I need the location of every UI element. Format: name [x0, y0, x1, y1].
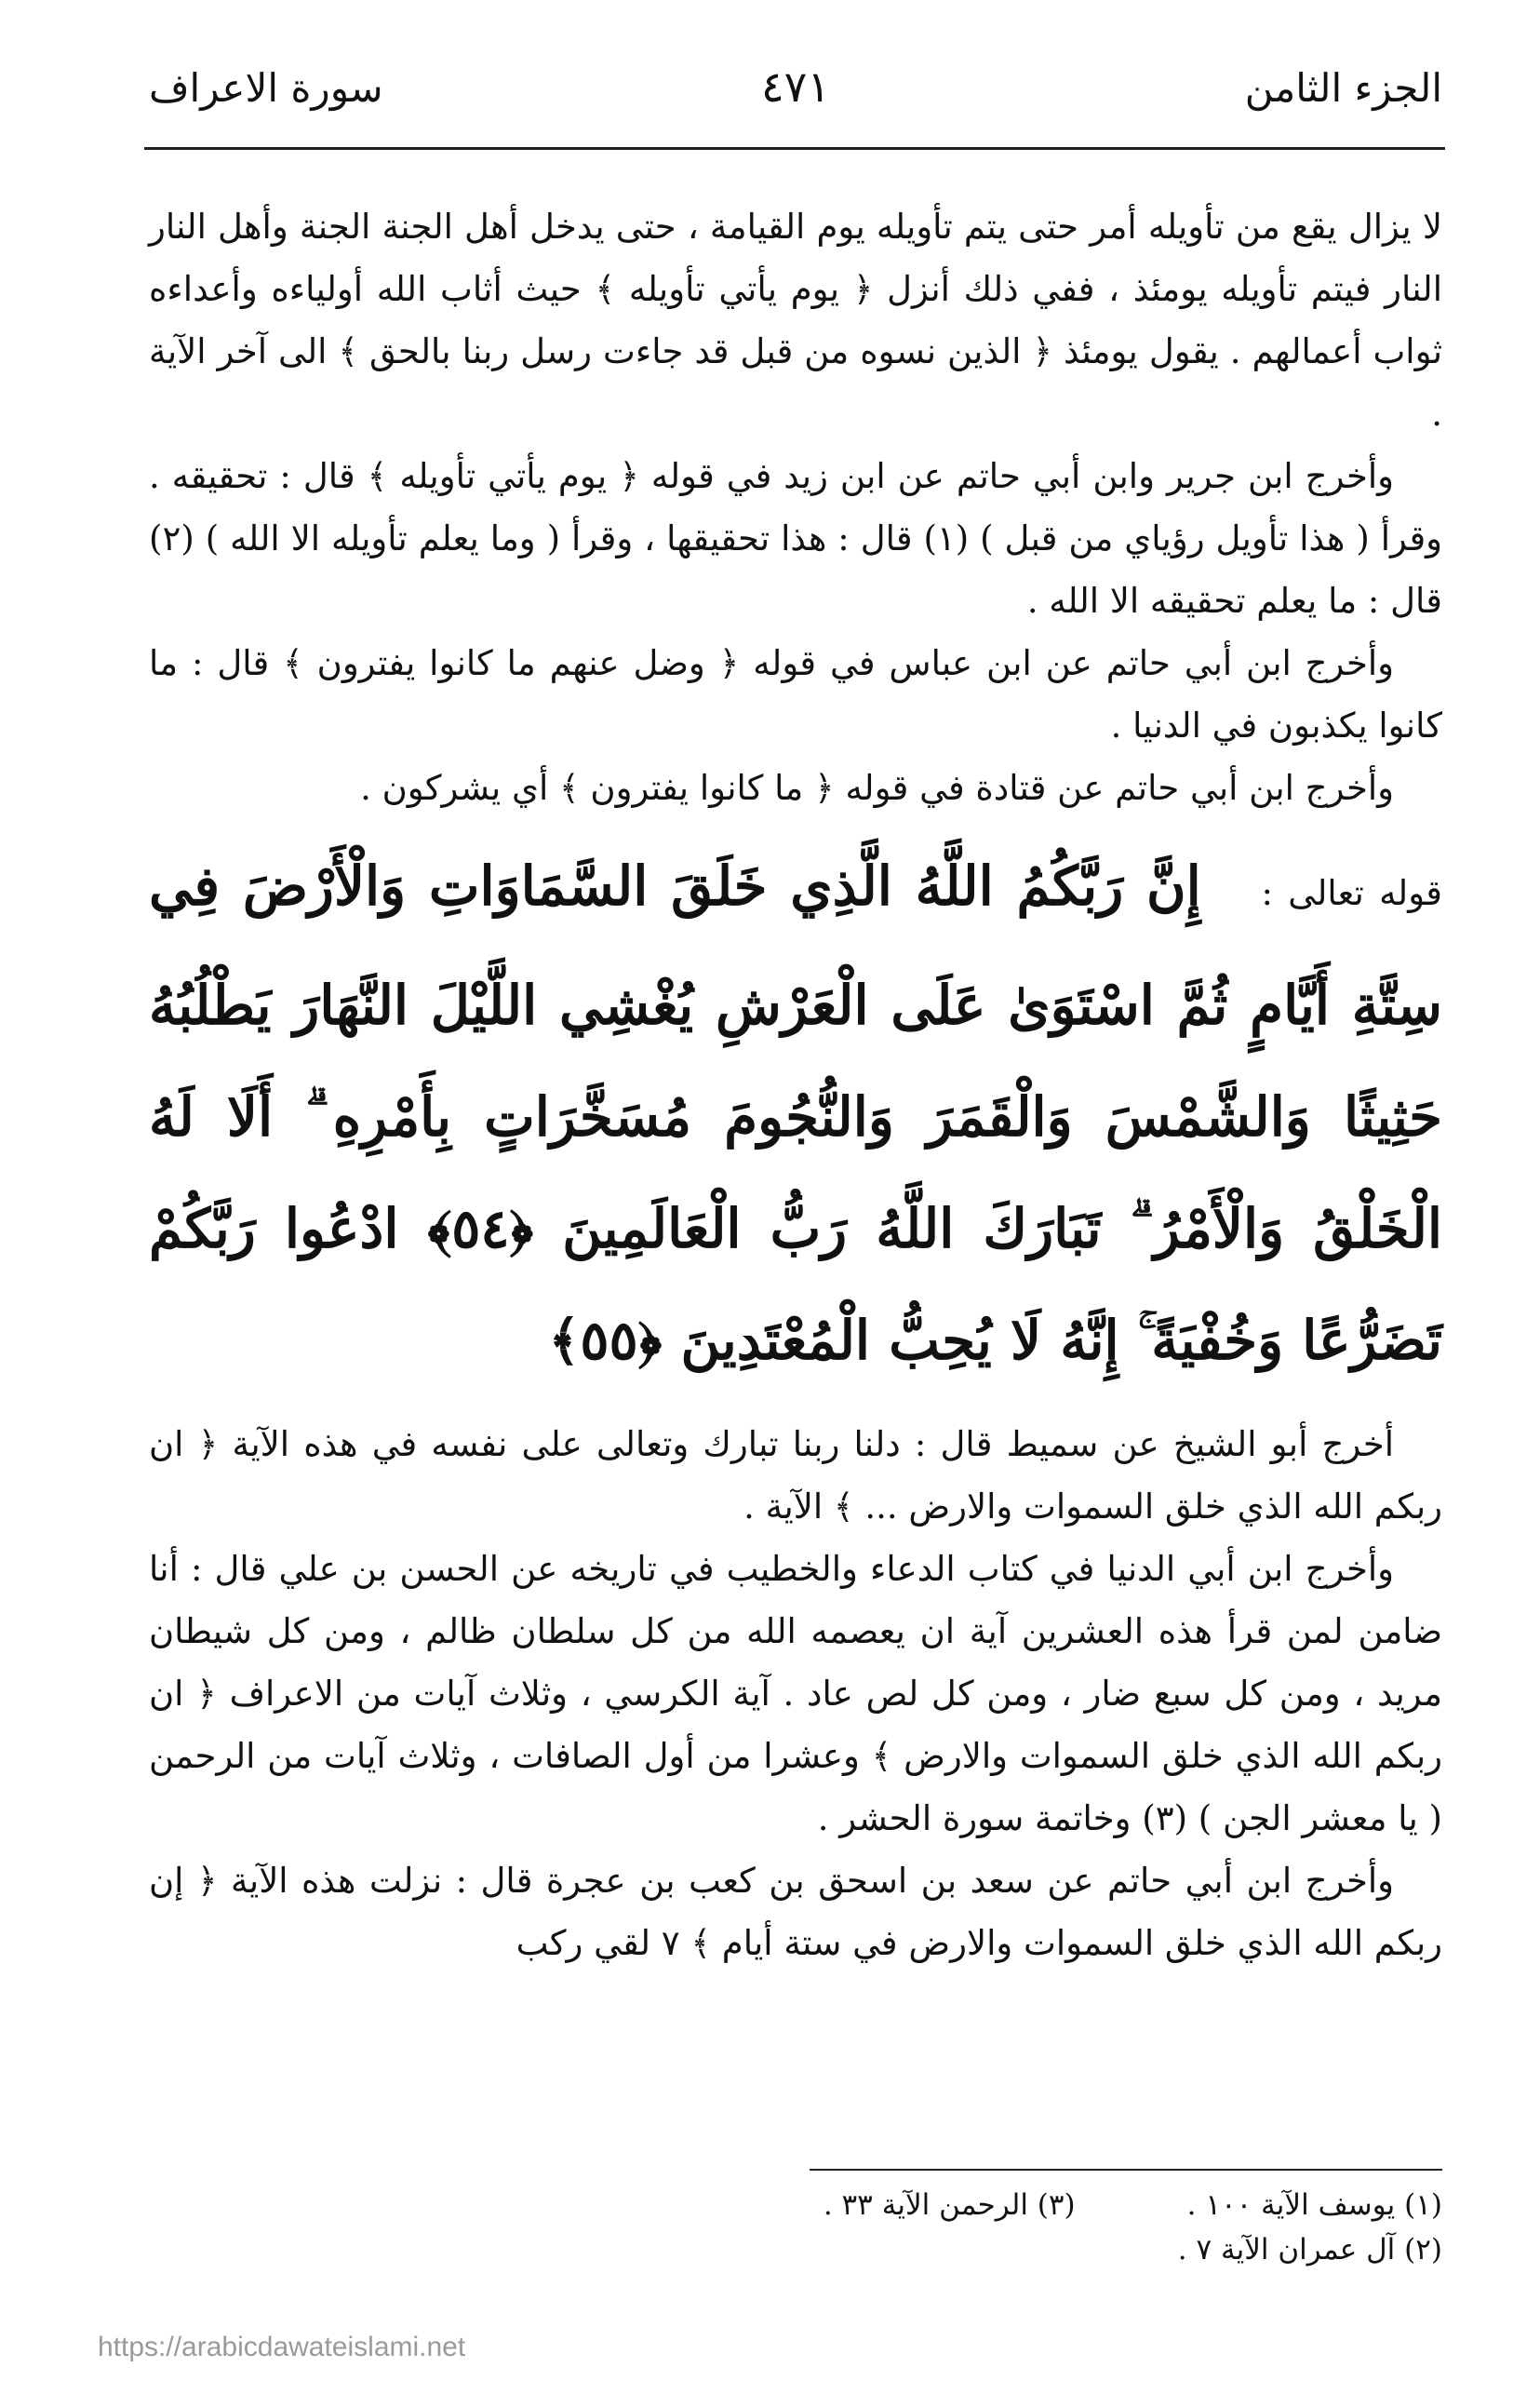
- paragraph-6: وأخرج ابن أبي الدنيا في كتاب الدعاء والخطيب في تاريخه عن الحسن بن علي قال : أنا ضامن لمن قرأ هذه العشرين آية ان يعصمه الله من كل سلطان ظالم ، ومن كل شيطان مريد ، ومن كل سبع ضار ، ومن كل لص عاد . آية الكرسي ، وثلاث آيات من الاعراف ﴿ ان ربكم الله الذي خلق السموات والارض ﴾ وعشرا من أول الصافات ، وثلاث آيات من الرحمن ( يا معشر الجن ) (٣) وخاتمة سورة الحشر .: [149, 1549, 1442, 1838]
- quran-verse: إِنَّ رَبَّكُمُ اللَّهُ الَّذِي خَلَقَ السَّمَاوَاتِ وَالْأَرْضَ فِي سِتَّةِ أَيَّامٍ ثُمَّ اسْتَوَىٰ عَلَى الْعَرْشِ يُغْشِي اللَّيْلَ النَّهَارَ يَطْلُبُهُ حَثِيثًا وَالشَّمْسَ وَالْقَمَرَ وَالنُّجُومَ مُسَخَّرَاتٍ بِأَمْرِهِ ۗ أَلَا لَهُ الْخَلْقُ وَالْأَمْرُ ۗ تَبَارَكَ اللَّهُ رَبُّ الْعَالَمِينَ ﴿٥٤﴾ ادْعُوا رَبَّكُمْ تَضَرُّعًا وَخُفْيَةً ۚ إِنَّهُ لَا يُحِبُّ الْمُعْتَدِينَ ﴿٥٥﴾: [149, 854, 1442, 1372]
- quran-verse-block: [149, 830, 1442, 1396]
- paragraph-4: وأخرج ابن أبي حاتم عن قتادة في قوله ﴿ ما كانوا يفترون ﴾ أي يشركون .: [360, 768, 1394, 808]
- verse-intro: قوله تعالى :: [1261, 873, 1442, 913]
- paragraph-5: أخرج أبو الشيخ عن سميط قال : دلنا ربنا تبارك وتعالى على نفسه في هذه الآية ﴿ ان ربكم الله الذي خلق السموات والارض ... ﴾ الآية .: [149, 1424, 1442, 1527]
- paragraph-7: وأخرج ابن أبي حاتم عن سعد بن اسحق بن كعب بن عجرة قال : نزلت هذه الآية ﴿ إن ربكم الله الذي خلق السموات والارض في ستة أيام ﴾ ٧ لقي ركب: [149, 1861, 1442, 1963]
- paragraph-2: وأخرج ابن جرير وابن أبي حاتم عن ابن زيد في قوله ﴿ يوم يأتي تأويله ﴾ قال : تحقيقه . وقرأ ( هذا تأويل رؤياي من قبل ) (١) قال : هذا تحقيقها ، وقرأ ( وما يعلم تأويله الا الله ) (٢) قال : ما يعلم تحقيقه الا الله .: [149, 456, 1442, 621]
- main-text: [149, 195, 1442, 1974]
- page-number: ٤٧١: [760, 61, 831, 112]
- footnote-2: (٢) آل عمران الآية ٧ .: [1177, 2233, 1442, 2267]
- paragraph-1: لا يزال يقع من تأويله أمر حتى يتم تأويله يوم القيامة ، حتى يدخل أهل الجنة الجنة وأهل النار النار فيتم تأويله يومئذ ، ففي ذلك أنزل ﴿ يوم يأتي تأويله ﴾ حيث أثاب الله أولياءه وأعداءه ثواب أعمالهم . يقول يومئذ ﴿ الذين نسوه من قبل قد جاءت رسل ربنا بالحق ﴾ الى آخر الآية .: [149, 207, 1442, 434]
- footnote-1: (١) يوسف الآية ١٠٠ .: [1186, 2188, 1442, 2222]
- header-divider: [144, 147, 1445, 150]
- page-header: [149, 56, 1442, 149]
- footnote-row: [149, 2183, 1442, 2227]
- surah-title: سورة الاعراف: [149, 65, 383, 111]
- paragraph-3: وأخرج ابن أبي حاتم عن ابن عباس في قوله ﴿ وضل عنهم ما كانوا يفترون ﴾ قال : ما كانوا يكذبون في الدنيا .: [149, 643, 1442, 746]
- footnote-divider: [810, 2169, 1442, 2171]
- part-title: الجزء الثامن: [1244, 65, 1442, 111]
- footnote-3: (٣) الرحمن الآية ٣٣ .: [823, 2188, 1076, 2222]
- watermark-url: https://arabicdawateislami.net: [98, 2332, 466, 2362]
- footnotes: [149, 2183, 1442, 2272]
